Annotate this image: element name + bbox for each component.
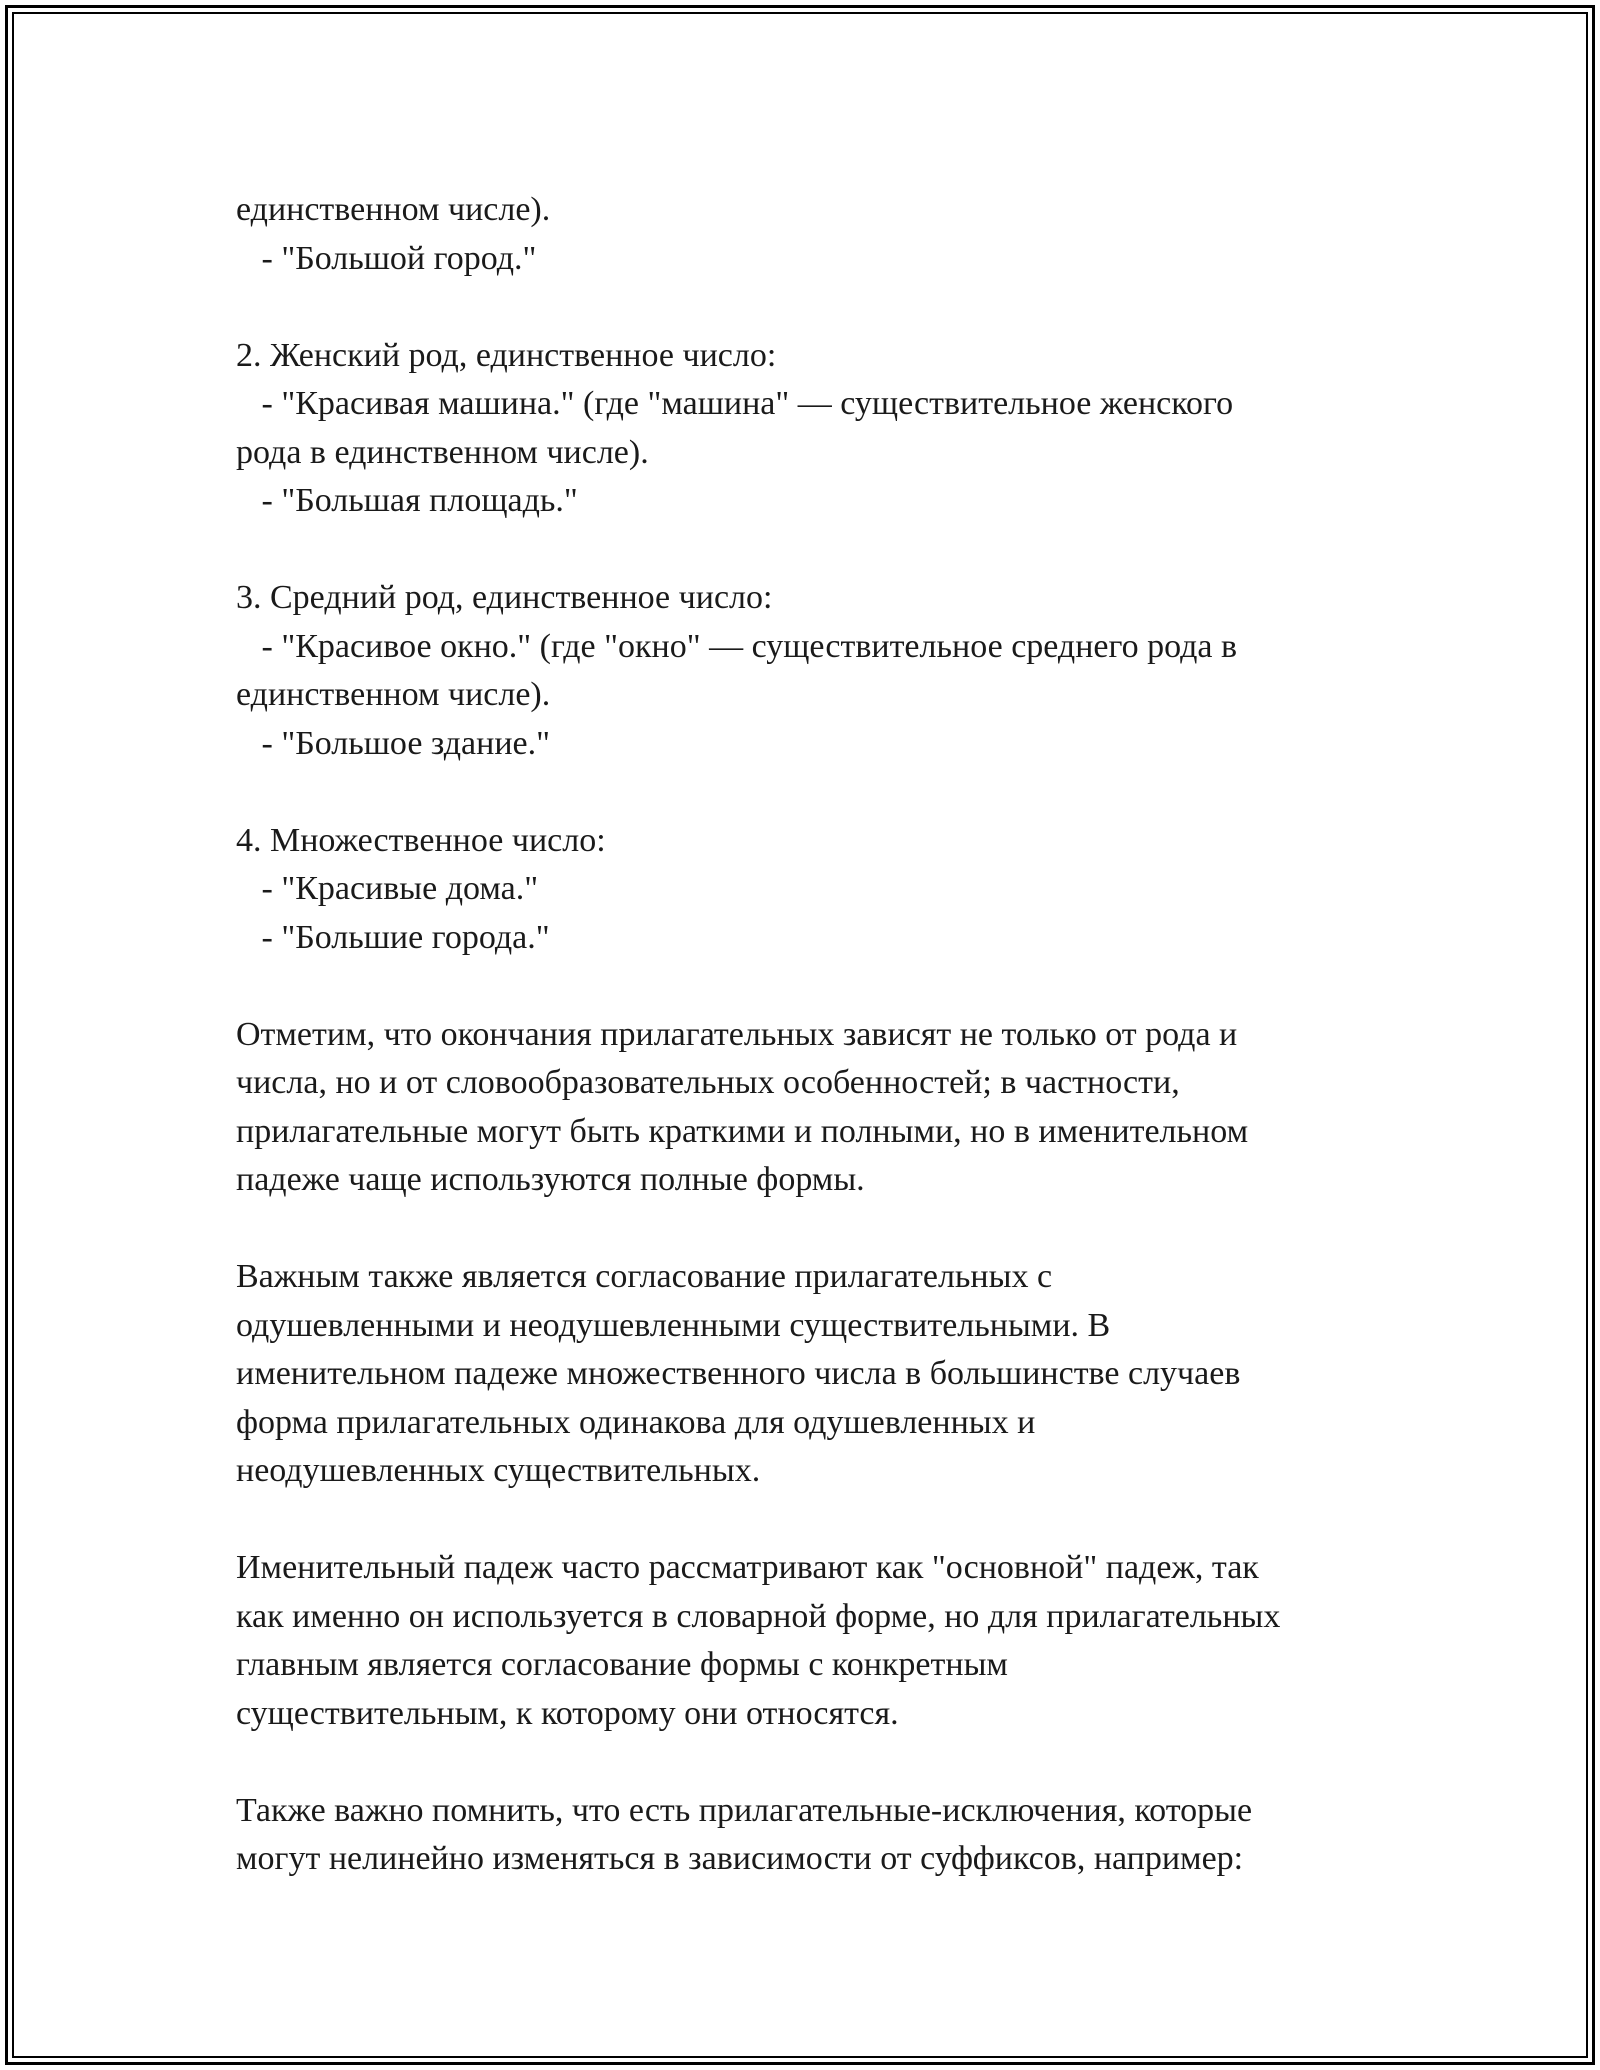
text-line: 2. Женский род, единственное число: xyxy=(236,336,777,374)
text-line: падеже чаще используются полные формы. xyxy=(236,1161,865,1198)
text-line: - "Большой город." xyxy=(236,239,537,277)
paragraph-gap xyxy=(236,283,1416,332)
text-line: - "Красивое окно." (где "окно" — существительное среднего рода в xyxy=(236,627,1238,665)
paragraph-gap xyxy=(236,1496,1416,1545)
text-line: существительным, к которому они относятся. xyxy=(236,1694,899,1732)
text-line: могут нелинейно изменяться в зависимости от суффиксов, например: xyxy=(236,1840,1244,1877)
text-line: именительном падеже множественного числа в большинстве случаев xyxy=(236,1355,1241,1392)
text-line: - "Большие города." xyxy=(236,918,550,956)
text-line: единственном числе). xyxy=(236,676,551,713)
paragraph-gap xyxy=(236,526,1416,575)
text-line: одушевленными и неодушевленными существительными. В xyxy=(236,1306,1111,1344)
text-line: Также важно помнить, что есть прилагательные-исключения, которые xyxy=(236,1791,1253,1829)
text-line: прилагательные могут быть краткими и полными, но в именительном xyxy=(236,1112,1249,1150)
text-line: - "Красивая машина." (где "машина" — существительное женского xyxy=(236,385,1234,422)
text-line: 3. Средний род, единственное число: xyxy=(236,579,773,616)
text-line: числа, но и от словообразовательных особенностей; в частности, xyxy=(236,1064,1180,1101)
paragraph-gap xyxy=(236,962,1416,1011)
document-body xyxy=(236,186,1416,1884)
paragraph-gap xyxy=(236,768,1416,817)
text-line: - "Большая площадь." xyxy=(236,482,578,519)
text-line: - "Большое здание." xyxy=(236,724,551,762)
text-line: Важным также является согласование прилагательных с xyxy=(236,1258,1053,1295)
text-line: как именно он используется в словарной форме, но для прилагательных xyxy=(236,1597,1281,1635)
text-line: рода в единственном числе). xyxy=(236,433,649,471)
paragraph-gap xyxy=(236,1205,1416,1254)
paragraph-gap xyxy=(236,1738,1416,1787)
text-line: главным является согласование формы с конкретным xyxy=(236,1646,1008,1683)
text-line: - "Красивые дома." xyxy=(236,870,539,907)
text-line: неодушевленных существительных. xyxy=(236,1452,761,1489)
text-line: Именительный падеж часто рассматривают как "основной" падеж, так xyxy=(236,1549,1259,1586)
text-line: 4. Множественное число: xyxy=(236,821,606,859)
text-line: форма прилагательных одинакова для одушевленных и xyxy=(236,1403,1036,1441)
text-line: единственном числе). xyxy=(236,191,551,228)
text-line: Отметим, что окончания прилагательных зависят не только от рода и xyxy=(236,1015,1238,1053)
